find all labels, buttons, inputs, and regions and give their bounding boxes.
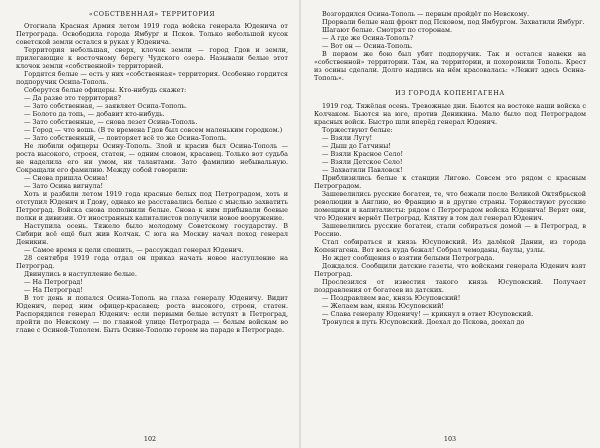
- paragraph: Стал собираться и князь Юсуповский. Из далёкой Дании, из города Копенгагена. Вот весь куда бежал! Собрал чемоданы, баулы, узлы.: [314, 238, 586, 254]
- left-running-header: «СОБСТВЕННАЯ» ТЕРРИТОРИЯ: [88, 10, 216, 18]
- right-text-body-top: [314, 10, 586, 82]
- paragraph: Территория небольшая, сверх, клочок земли — город Гдов и земли, прилегающие к восточному берегу Чудского озера. Называли белые этот клочок земли «собственной» территорией.: [16, 46, 288, 70]
- dialogue-line: — Слава генералу Юденичу! — крикнул в ответ Юсуповский.: [322, 310, 534, 318]
- paragraph: В тот день и попался Осина-Тополь на глаза генералу Юденичу. Видит Юденич, перед ним офицер-красавец: роста высокого, строен, статен. Распорядился генерал Юденич: если первыми белые вступят в Петроград, пройти по Невскому — по главной улице Петрограда — белым войскам во главе с Осиной-Тополем. Быть Осине-Тополю героем на параде в Петрограде.: [16, 294, 288, 334]
- dialogue-line: — Самое время к цели спешить, — рассуждал генерал Юденич.: [24, 246, 244, 254]
- right-page-number: 103: [443, 435, 457, 443]
- dialogue-line: — Зато собственные, — снова лезет Осина-Тополь.: [24, 118, 198, 126]
- paragraph: Дождался. Сообщили датские газеты, что войсками генерала Юденич взят Петроград.: [314, 262, 586, 278]
- paragraph: Наступила осень. Тяжело было молодому Советскому государству. В Сибири всё ещё был жив Колчак. С юга на Москву начал поход генерал Деникин.: [16, 222, 288, 246]
- dialogue-line: — На Петроград!: [24, 286, 83, 294]
- dialogue-line: — Желаем вам, князь Юсуповский!: [322, 302, 444, 310]
- dialogue-line: — Взяли Лугу!: [322, 134, 373, 142]
- paragraph: Зашевелились русские богатеи, те, что бежали после Великой Октябрьской революции в Англию, во Францию и в другие страны. Торжествуют русские помещики и капиталисты: рядом с Петроградом войска Юденича! Верят они, что Юденич вернёт Петроград. Клятву в том дал генерал Юденич.: [314, 190, 586, 222]
- right-page: [300, 0, 600, 448]
- right-text-body-bottom: [314, 102, 586, 326]
- section-heading: ИЗ ГОРОДА КОПЕНГАГЕНА: [395, 89, 505, 97]
- paragraph: Тронулся в путь Юсуповский. Доехал до Пскова, доехал до: [322, 318, 525, 326]
- paragraph: Гордятся белые — есть у них «собственная» территория. Особенно гордится подпоручик Осипа-Тополь.: [16, 70, 288, 86]
- paragraph: Отогнала Красная Армия летом 1919 года войска генерала Юденича от Петрограда. Освободила города Ямбург и Псков. Только небольшой кусок советской земли остался в руках у Юденича.: [16, 22, 288, 46]
- paragraph: Торжествуют белые:: [322, 126, 393, 134]
- paragraph: Возгордился Осина-Тополь — первым пройдёт по Невскому.: [322, 10, 530, 18]
- paragraph: Соберутся белые офицеры. Кто-нибудь скажет:: [24, 86, 187, 94]
- paragraph: Зашевелились русские богатеи, стали собираться домой — в Петроград, в Россию.: [314, 222, 586, 238]
- paragraph: Не любили офицеры Осину-Тополь. Злой и красив был Осина-Тополь — роста высокого, строен, статен, — одним словом, красавец. Только вот судьба не наделила его ни умом, ни талантами. Зато фамилию небывальную. Сокращали его фамилию. Между собой говорили:: [16, 142, 288, 174]
- dialogue-line: — А где же Осина-Тополь?: [322, 34, 414, 42]
- paragraph: Хоть и разбили летом 1919 года красные белых под Петроградом, хоть и отступил Юденич и Гдову, однако не расставались белые с мыслью захватить Петроград. Войска снова пополнили белые. Снова к ним прибывали боевые полки и дивизии. От иностранных капиталистов получили новое вооружение.: [16, 190, 288, 222]
- dialogue-line: — Взяли Детское Село!: [322, 158, 403, 166]
- dialogue-line: — Город — что вошь. (В те времена Гдов был совсем маленьким городком.): [24, 126, 283, 134]
- left-page-number: 102: [143, 435, 157, 443]
- dialogue-line: — Дыш до Гатчины!: [322, 142, 391, 150]
- paragraph: Но ждет сообщения о взятии белыми Петрограда.: [322, 254, 495, 262]
- dialogue-line: — Болото да топь, — добавит кто-нибудь.: [24, 110, 165, 118]
- paragraph: Шагают белые. Смотрят по сторонам.: [322, 26, 453, 34]
- paragraph: Прослезился от известия такого князь Юсуповский. Получает поздравления от богатеев из датских.: [314, 278, 586, 294]
- dialogue-line: — Да разве это территория?: [24, 94, 121, 102]
- paragraph: 1919 год. Тяжёлая осень. Тревожные дни. Бьются на востоке наши войска с Колчаком. Бьются на юге, против Деникина. Мало было под Петроградом красных войск. Быстро шли вперёд генерал Юденич.: [314, 102, 586, 126]
- paragraph: 28 сентября 1919 года отдал он приказ начать новое наступление на Петроград.: [16, 254, 288, 270]
- dialogue-line: — Зато Осина вигнула!: [24, 182, 104, 190]
- dialogue-line: — Зато собственный, — повторяет всё то же Осина-Тополь.: [24, 134, 227, 142]
- paragraph: Приблизились белые к станции Лигово. Совсем это рядом с красным Петроградом.: [314, 174, 586, 190]
- dialogue-line: — Захватили Павловск!: [322, 166, 403, 174]
- paragraph: Прорвали белые наш фронт под Псковом, под Ямбургом. Захватили Ямбург.: [322, 18, 585, 26]
- dialogue-line: — Снова пришла Осина!: [24, 174, 108, 182]
- dialogue-line: — Взяли Красное Село!: [322, 150, 404, 158]
- left-text-body: [16, 22, 288, 334]
- dialogue-line: — На Петроград!: [24, 278, 83, 286]
- dialogue-line: — Зато собственная, — заявляет Осипа-Тополь.: [24, 102, 187, 110]
- paragraph: В первом же бою был убит подпоручик. Так и остался навеки на «собственной» территории. Там, на территории, и похоронили Тополь. Крест из осины сделали. Долго надпись на нём красовалась: «Лежит здесь Осина-Тополь».: [314, 50, 586, 82]
- paragraph: Двинулись в наступление белые.: [24, 270, 137, 278]
- dialogue-line: — Поздравляем вас, князь Юсуповский!: [322, 294, 461, 302]
- dialogue-line: — Вот он — Осина-Тополь.: [322, 42, 413, 50]
